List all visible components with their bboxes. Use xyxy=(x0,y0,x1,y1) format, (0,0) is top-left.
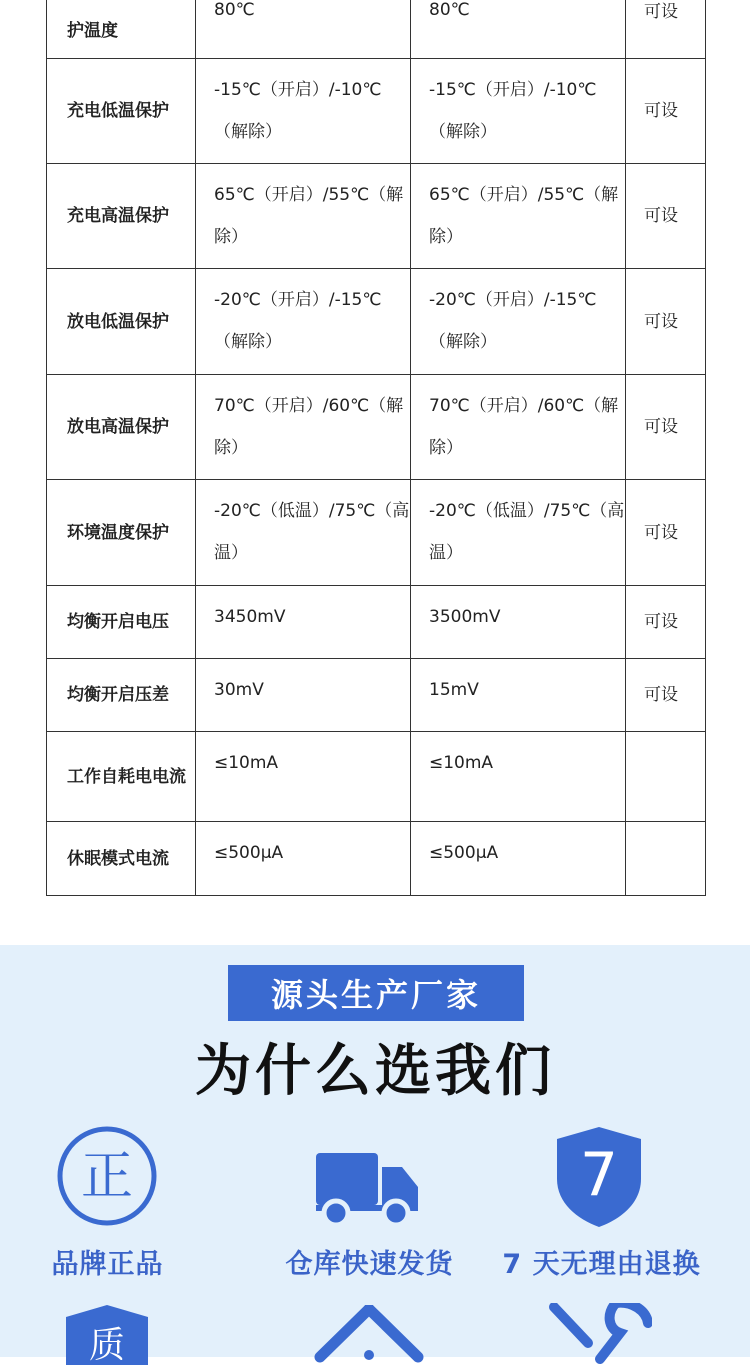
row-note: 可设 xyxy=(626,480,706,586)
table-row xyxy=(47,586,706,659)
tools-icon xyxy=(548,1303,652,1365)
row-note: 可设 xyxy=(626,375,706,480)
row-note: 可设 xyxy=(626,59,706,164)
table-row xyxy=(47,822,706,896)
seven-glyph: 7 xyxy=(579,1140,619,1210)
row-note xyxy=(626,732,706,822)
row-value-2: 65℃（开启）/55℃（解除） xyxy=(411,164,626,269)
row-note: 可设 xyxy=(626,269,706,375)
row-name: 工作自耗电电流 xyxy=(47,732,196,822)
row-value-1: 70℃（开启）/60℃（解除） xyxy=(196,375,411,480)
row-note xyxy=(626,822,706,896)
feature-label-delivery: 仓库快速发货 xyxy=(285,1249,454,1280)
row-value-2: -15℃（开启）/-10℃（解除） xyxy=(411,59,626,164)
row-value-1: ≤500μA xyxy=(196,822,411,896)
row-value-2: -20℃（开启）/-15℃（解除） xyxy=(411,269,626,375)
row-name: 放电高温保护 xyxy=(47,375,196,480)
row-note: 可设 xyxy=(626,659,706,732)
row-value-1: 3450mV xyxy=(196,586,411,659)
row-name: 放电低温保护 xyxy=(47,269,196,375)
home-icon xyxy=(314,1305,424,1365)
row-note: 可设 xyxy=(626,586,706,659)
row-name: 均衡开启电压 xyxy=(47,586,196,659)
row-value-2: 3500mV xyxy=(411,586,626,659)
row-note: 可设 xyxy=(626,0,706,59)
table-row xyxy=(47,164,706,269)
spec-table xyxy=(46,0,706,896)
table-row xyxy=(47,0,706,59)
row-value-1: 65℃（开启）/55℃（解除） xyxy=(196,164,411,269)
feature-label-return: 7 天无理由退换 xyxy=(502,1249,701,1280)
row-value-1: -20℃（低温）/75℃（高温） xyxy=(196,480,411,586)
row-value-2: ≤500μA xyxy=(411,822,626,896)
table-row xyxy=(47,59,706,164)
tagline-banner: 源头生产厂家 xyxy=(228,965,524,1021)
quality-glyph: 质 xyxy=(88,1325,126,1365)
table-row xyxy=(47,375,706,480)
row-value-1: 80℃ xyxy=(196,0,411,59)
row-name: 均衡开启压差 xyxy=(47,659,196,732)
row-value-1: -15℃（开启）/-10℃（解除） xyxy=(196,59,411,164)
table-row xyxy=(47,659,706,732)
row-value-2: ≤10mA xyxy=(411,732,626,822)
row-value-2: 70℃（开启）/60℃（解除） xyxy=(411,375,626,480)
table-row xyxy=(47,480,706,586)
quality-shield-icon xyxy=(66,1305,148,1365)
row-value-1: -20℃（开启）/-15℃（解除） xyxy=(196,269,411,375)
row-name: 环境温度保护 xyxy=(47,480,196,586)
row-note: 可设 xyxy=(626,164,706,269)
genuine-glyph: 正 xyxy=(80,1147,134,1207)
row-name: 护温度 xyxy=(47,0,196,59)
feature-label-genuine: 品牌正品 xyxy=(51,1249,164,1280)
section-headline: 为什么选我们 xyxy=(195,1039,555,1104)
row-value-2: 15mV xyxy=(411,659,626,732)
why-us-section xyxy=(0,945,750,1365)
row-value-2: 80℃ xyxy=(411,0,626,59)
delivery-truck-icon xyxy=(316,1153,420,1227)
row-name: 充电低温保护 xyxy=(47,59,196,164)
spec-table-body xyxy=(47,0,706,896)
table-row xyxy=(47,269,706,375)
table-row xyxy=(47,732,706,822)
seven-day-shield-icon xyxy=(557,1127,641,1227)
row-name: 休眠模式电流 xyxy=(47,822,196,896)
row-value-1: ≤10mA xyxy=(196,732,411,822)
row-name: 充电高温保护 xyxy=(47,164,196,269)
row-value-2: -20℃（低温）/75℃（高温） xyxy=(411,480,626,586)
genuine-badge-icon xyxy=(56,1125,158,1227)
row-value-1: 30mV xyxy=(196,659,411,732)
